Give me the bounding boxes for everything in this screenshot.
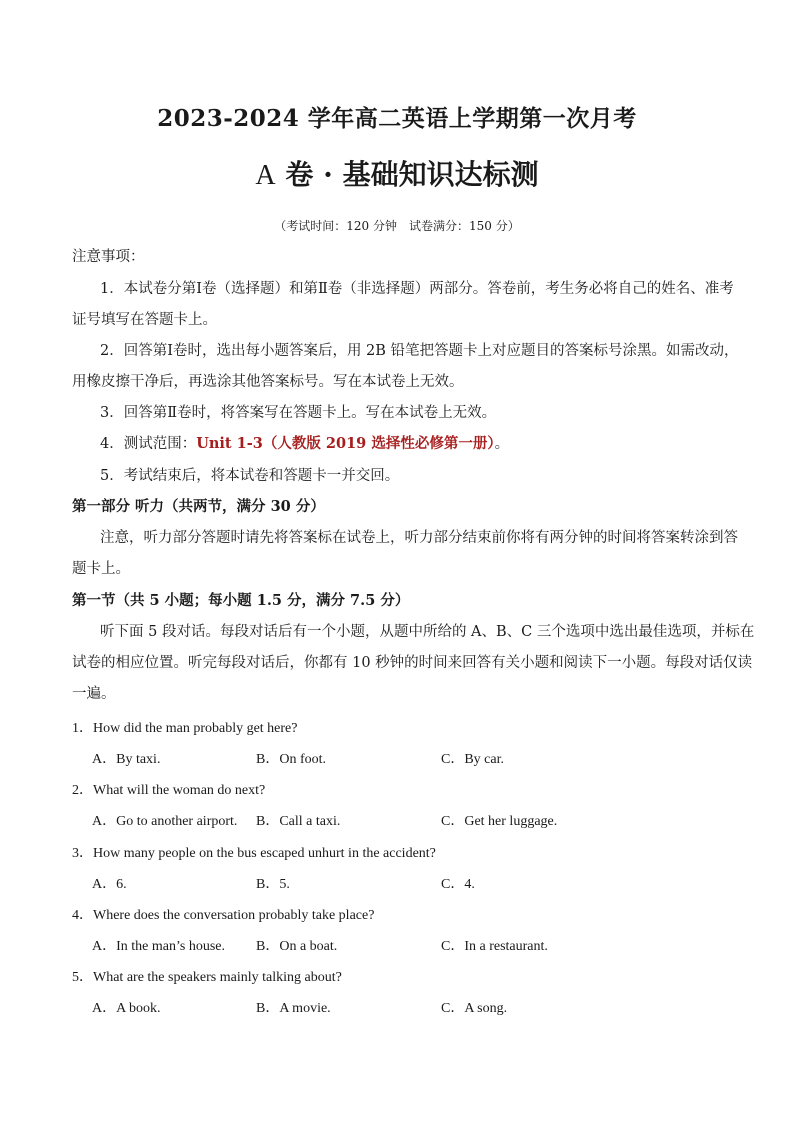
q5-option-c: C．A song. <box>441 1001 508 1016</box>
question-4: 4．Where does the conversation probably take place? <box>72 908 375 923</box>
q1-option-a: A．By taxi. <box>92 752 161 767</box>
q2-option-c: C．Get her luggage. <box>441 814 558 829</box>
q2-option-b: B．Call a taxi. <box>256 814 341 829</box>
q4-option-b: B．On a boat. <box>256 939 338 954</box>
question-1: 1．How did the man probably get here? <box>72 721 298 736</box>
section1-instr-line-3: 一遍。 <box>72 686 116 702</box>
note-2-line-2: 用橡皮擦干净后，再选涂其他答案标号。写在本试卷上无效。 <box>72 374 464 390</box>
q1-option-c: C．By car. <box>441 752 504 767</box>
q3-option-a: A．6. <box>92 877 127 892</box>
exam-title: 2023-2024 学年高二英语上学期第一次月考 <box>157 105 637 132</box>
q2-option-a: A．Go to another airport. <box>92 814 238 829</box>
note-1-line-2: 证号填写在答题卡上。 <box>72 312 217 328</box>
note-4 <box>100 434 760 454</box>
exam-subtitle <box>0 153 794 193</box>
part1-heading: 第一部分 听力（共两节，满分 30 分） <box>72 498 325 515</box>
subtitle-text: 卷 · 基础知识达标测 <box>275 158 539 191</box>
note-3: 3．回答第Ⅱ卷时，将答案写在答题卡上。写在本试卷上无效。 <box>100 405 497 421</box>
q5-option-a: A．A book. <box>92 1001 161 1016</box>
note-4-suffix: 。 <box>494 436 510 452</box>
part1-note-line-1: 注意，听力部分答题时请先将答案标在试卷上，听力部分结束前你将有两分钟的时间将答案转涂到答 <box>100 530 738 546</box>
q1-option-b: B．On foot. <box>256 752 326 767</box>
notes-heading: 注意事项： <box>72 249 145 265</box>
note-1-line-1: 1．本试卷分第Ⅰ卷（选择题）和第Ⅱ卷（非选择题）两部分。答卷前，考生务必将自己的姓名、准考 <box>100 281 734 297</box>
note-2-line-1: 2．回答第Ⅰ卷时，选出每小题答案后，用 2B 铅笔把答题卡上对应题目的答案标号涂黑。如需改动， <box>100 343 739 359</box>
q4-option-a: A．In the man’s house. <box>92 939 225 954</box>
note-5: 5．考试结束后，将本试卷和答题卡一并交回。 <box>100 468 400 484</box>
question-5: 5．What are the speakers mainly talking about? <box>72 970 342 985</box>
section1-instr-line-2: 试卷的相应位置。听完每段对话后，你都有 10 秒钟的时间来回答有关小题和阅读下一小题。每段对话仅读 <box>72 655 753 671</box>
section1-heading: 第一节（共 5 小题；每小题 1.5 分，满分 7.5 分） <box>72 592 410 609</box>
subtitle-letter: A <box>255 160 276 191</box>
question-3: 3．How many people on the bus escaped unhurt in the accident? <box>72 846 436 861</box>
exam-meta: （考试时间：120 分钟 试卷满分：150 分） <box>274 219 520 233</box>
question-2: 2．What will the woman do next? <box>72 783 266 798</box>
q3-option-b: B．5. <box>256 877 290 892</box>
q5-option-b: B．A movie. <box>256 1001 331 1016</box>
test-scope: Unit 1-3（人教版 2019 选择性必修第一册） <box>196 435 495 452</box>
q3-option-c: C．4. <box>441 877 475 892</box>
section1-instr-line-1: 听下面 5 段对话。每段对话后有一个小题，从题中所给的 A、B、C 三个选项中选出最佳选项，并标在 <box>100 624 755 640</box>
note-4-prefix: 4．测试范围： <box>100 436 197 452</box>
part1-note-line-2: 题卡上。 <box>72 561 130 577</box>
q4-option-c: C．In a restaurant. <box>441 939 548 954</box>
